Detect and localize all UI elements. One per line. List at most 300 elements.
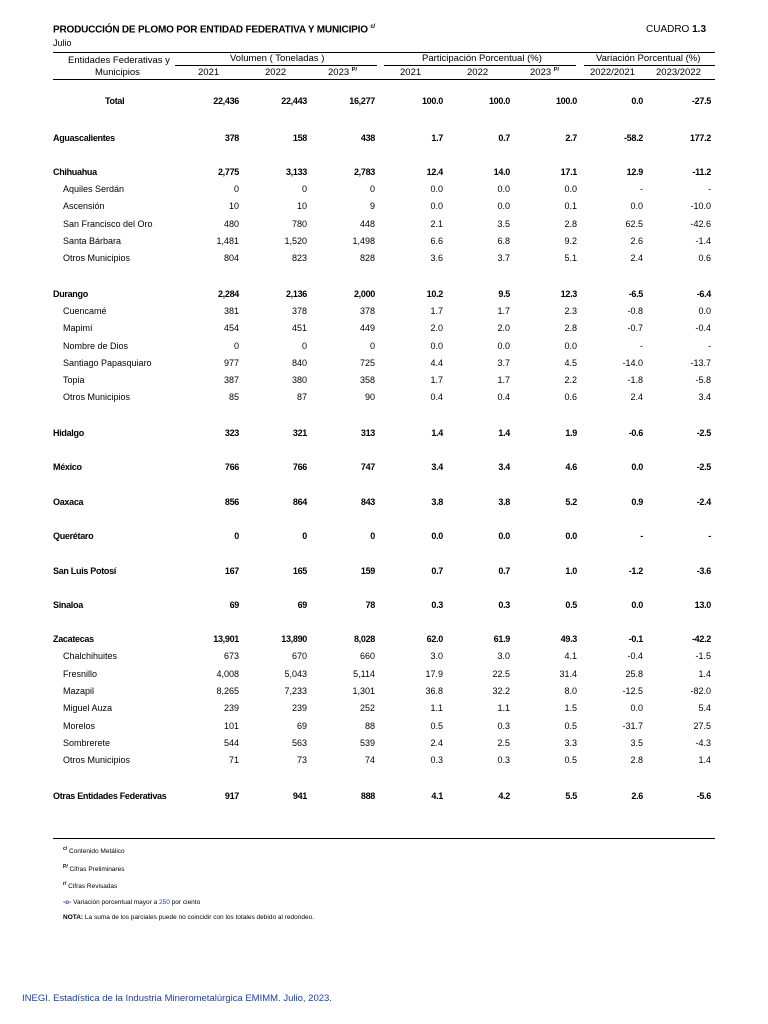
year-header: 2021 <box>400 67 422 78</box>
row-value: 22.5 <box>492 669 510 679</box>
row-value: 3.3 <box>564 738 577 748</box>
row-value: -2.4 <box>696 497 711 507</box>
row-value: 4.2 <box>498 791 510 801</box>
row-value: -0.4 <box>695 323 711 333</box>
state-row <box>0 531 768 547</box>
row-value: 888 <box>360 791 375 801</box>
row-value: 90 <box>364 392 375 402</box>
row-label: Miguel Auza <box>63 703 113 713</box>
row-value: 13,890 <box>281 634 307 644</box>
row-value: 9 <box>369 201 375 211</box>
row-value: 917 <box>224 791 239 801</box>
row-value: 2.7 <box>565 133 577 143</box>
row-value: 5.1 <box>564 253 577 263</box>
row-value: 73 <box>296 755 307 765</box>
year-header: 2023/2022 <box>656 67 701 78</box>
row-value: -42.2 <box>691 634 711 644</box>
row-value: 85 <box>228 392 239 402</box>
row-value: 1.7 <box>430 306 443 316</box>
row-value: 0.0 <box>631 96 643 106</box>
row-value: 1.7 <box>430 375 443 385</box>
municipality-row <box>0 755 768 771</box>
row-value: -58.2 <box>623 133 643 143</box>
row-value: 0.5 <box>564 755 577 765</box>
row-value: 378 <box>291 306 307 316</box>
row-value: 9.5 <box>498 289 510 299</box>
row-value: 563 <box>291 738 307 748</box>
row-value: 158 <box>292 133 307 143</box>
row-value: 2,136 <box>285 289 307 299</box>
row-value: 544 <box>223 738 239 748</box>
row-value: 10 <box>296 201 307 211</box>
row-value: 856 <box>224 497 239 507</box>
row-value: 438 <box>360 133 375 143</box>
table-title: PRODUCCIÓN DE PLOMO POR ENTIDAD FEDERATIVA Y MUNICIPIO $^{c/}$ <box>53 24 375 36</box>
row-value: 0.0 <box>698 306 711 316</box>
row-label: Durango <box>53 289 88 299</box>
row-value: -0.1 <box>628 634 643 644</box>
row-value: 100.0 <box>488 96 510 106</box>
row-value: 6.6 <box>430 236 443 246</box>
row-value: 766 <box>224 462 239 472</box>
row-value: 0 <box>301 184 307 194</box>
table-number: CUADRO 1.3 <box>646 24 707 35</box>
entity-header-line1: Entidades Federativas y <box>68 55 170 66</box>
municipality-row <box>0 703 768 719</box>
row-value: 864 <box>292 497 307 507</box>
row-value: 0.3 <box>498 600 510 610</box>
row-value: 69 <box>296 721 307 731</box>
row-value: 766 <box>292 462 307 472</box>
row-value: 17.1 <box>560 167 577 177</box>
row-value: 100.0 <box>555 96 577 106</box>
municipality-row <box>0 219 768 235</box>
row-value: 0.4 <box>430 392 443 402</box>
row-label: Aguascalientes <box>53 133 115 143</box>
year-header: 2022/2021 <box>590 67 635 78</box>
row-value: 159 <box>360 566 375 576</box>
row-value: 2.4 <box>430 738 443 748</box>
row-value: 0.0 <box>630 703 643 713</box>
row-value: 3,133 <box>285 167 307 177</box>
row-value: 12.9 <box>626 167 643 177</box>
row-value: 0 <box>233 184 239 194</box>
row-value: 0.6 <box>698 253 711 263</box>
row-value: 670 <box>291 651 307 661</box>
row-value: -27.5 <box>691 96 711 106</box>
volumen-rule <box>175 65 377 66</box>
row-value: -0.4 <box>627 651 643 661</box>
table-bottom-rule <box>53 838 715 839</box>
row-value: 2,775 <box>217 167 239 177</box>
row-value: 1.7 <box>497 375 510 385</box>
row-value: 0.7 <box>498 566 510 576</box>
row-value: -10.0 <box>690 201 711 211</box>
row-value: -5.6 <box>696 791 711 801</box>
row-value: 7,233 <box>284 686 307 696</box>
row-value: 101 <box>223 721 239 731</box>
row-value: - <box>708 531 711 541</box>
footnote-variacion: -o- Variación porcentual mayor a 250 por ciento <box>63 898 201 906</box>
row-value: 5.2 <box>565 497 577 507</box>
row-value: 13,901 <box>213 634 239 644</box>
row-label: Topia <box>63 375 85 385</box>
row-value: 5,043 <box>284 669 307 679</box>
row-value: 1,520 <box>284 236 307 246</box>
row-value: 9.2 <box>564 236 577 246</box>
row-value: 10 <box>228 201 239 211</box>
row-value: 17.9 <box>425 669 443 679</box>
row-value: - <box>640 531 643 541</box>
footnote-contenido: $^{c/}$ Contenido Metálico <box>63 846 125 856</box>
row-value: 3.4 <box>498 462 510 472</box>
row-value: 3.6 <box>430 253 443 263</box>
row-label: Morelos <box>63 721 96 731</box>
row-value: -82.0 <box>690 686 711 696</box>
row-value: 941 <box>292 791 307 801</box>
row-value: -3.6 <box>696 566 711 576</box>
row-value: 451 <box>291 323 307 333</box>
row-value: 725 <box>359 358 375 368</box>
row-value: 0.0 <box>498 531 510 541</box>
row-value: 0.0 <box>430 341 443 351</box>
row-label: Otros Municipios <box>63 253 131 263</box>
row-value: 10.2 <box>426 289 443 299</box>
table-subtitle: Julio <box>53 38 72 48</box>
row-value: 0 <box>369 341 375 351</box>
row-value: 3.8 <box>498 497 510 507</box>
footnote-preliminares: $^{P/}$ Cifras Preliminares <box>63 863 125 873</box>
row-value: 0.3 <box>430 755 443 765</box>
row-value: 3.8 <box>431 497 443 507</box>
row-value: 380 <box>291 375 307 385</box>
row-value: 88 <box>364 721 375 731</box>
row-value: 0.0 <box>564 184 577 194</box>
row-value: 0 <box>301 341 307 351</box>
row-label: San Francisco del Oro <box>63 219 153 229</box>
row-value: 12.3 <box>560 289 577 299</box>
row-value: 4.6 <box>565 462 577 472</box>
row-value: 3.4 <box>698 392 711 402</box>
row-value: 74 <box>364 755 375 765</box>
row-value: 449 <box>359 323 375 333</box>
row-value: 381 <box>223 306 239 316</box>
year-header: 2021 <box>198 67 220 78</box>
row-value: - <box>708 341 711 351</box>
row-value: 2.8 <box>564 219 577 229</box>
row-value: 358 <box>359 375 375 385</box>
row-label: Santa Bárbara <box>63 236 122 246</box>
variacion-rule <box>584 65 715 66</box>
row-value: 1.0 <box>565 566 577 576</box>
row-value: 22,436 <box>213 96 239 106</box>
row-value: 387 <box>223 375 239 385</box>
state-row <box>0 133 768 149</box>
row-value: 3.7 <box>497 253 510 263</box>
row-value: 0.1 <box>564 201 577 211</box>
row-label: Querétaro <box>53 531 94 541</box>
row-value: 0 <box>369 184 375 194</box>
row-value: 843 <box>360 497 375 507</box>
row-label: Ascensión <box>63 201 105 211</box>
row-value: 0.0 <box>497 341 510 351</box>
row-value: 239 <box>223 703 239 713</box>
row-value: 1.7 <box>497 306 510 316</box>
row-value: 0.0 <box>430 201 443 211</box>
row-value: 12.4 <box>426 167 443 177</box>
row-value: 313 <box>360 428 375 438</box>
state-row <box>0 600 768 616</box>
row-value: 0 <box>370 531 375 541</box>
row-value: 62.5 <box>625 219 643 229</box>
row-value: -12.5 <box>622 686 643 696</box>
footnotes <box>63 842 314 926</box>
row-value: 177.2 <box>689 133 711 143</box>
row-value: 2,284 <box>217 289 239 299</box>
row-value: 0.0 <box>565 531 577 541</box>
row-label: Chihuahua <box>53 167 97 177</box>
source-footer: INEGI. Estadística de la Industria Minerometalúrgica EMIMM. Julio, 2023. <box>22 993 332 1004</box>
row-label: Otras Entidades Federativas <box>53 791 167 801</box>
row-label: Sinaloa <box>53 600 83 610</box>
state-row <box>0 566 768 582</box>
participacion-header: Participación Porcentual (%) <box>422 53 542 64</box>
row-value: 1.5 <box>564 703 577 713</box>
row-value: -0.7 <box>627 323 643 333</box>
row-value: 100.0 <box>421 96 443 106</box>
year-header: 2023 $^{P/}$ <box>328 67 357 79</box>
row-value: 62.0 <box>426 634 443 644</box>
row-value: 378 <box>359 306 375 316</box>
row-value: -4.3 <box>695 738 711 748</box>
row-value: 0.0 <box>631 462 643 472</box>
row-value: 1.1 <box>497 703 510 713</box>
row-value: 2.6 <box>630 236 643 246</box>
row-value: 4,008 <box>216 669 239 679</box>
row-value: 2.6 <box>631 791 643 801</box>
row-value: 0 <box>234 531 239 541</box>
row-value: -5.8 <box>695 375 711 385</box>
row-label: Hidalgo <box>53 428 84 438</box>
row-label: Oaxaca <box>53 497 84 507</box>
municipality-row <box>0 323 768 339</box>
row-value: 840 <box>291 358 307 368</box>
row-value: 22,443 <box>281 96 307 106</box>
row-value: 2,783 <box>353 167 375 177</box>
row-value: 2.5 <box>497 738 510 748</box>
row-value: 1.7 <box>431 133 443 143</box>
row-value: 5.4 <box>698 703 711 713</box>
row-label: Nombre de Dios <box>63 341 129 351</box>
row-value: 1.4 <box>698 669 711 679</box>
municipality-row <box>0 738 768 754</box>
row-label: Otros Municipios <box>63 392 131 402</box>
row-value: 32.2 <box>492 686 510 696</box>
row-value: 61.9 <box>493 634 510 644</box>
row-value: 2.0 <box>497 323 510 333</box>
row-value: 0.0 <box>630 201 643 211</box>
state-row <box>0 167 768 183</box>
row-value: 71 <box>228 755 239 765</box>
row-value: 1,301 <box>352 686 375 696</box>
row-value: 321 <box>292 428 307 438</box>
municipality-row <box>0 721 768 737</box>
municipality-row <box>0 341 768 357</box>
row-value: 8.0 <box>564 686 577 696</box>
row-value: 167 <box>224 566 239 576</box>
municipality-row <box>0 201 768 217</box>
state-row <box>0 462 768 478</box>
row-value: 0.0 <box>497 184 510 194</box>
state-row <box>0 428 768 444</box>
row-value: 0 <box>302 531 307 541</box>
row-label: Zacatecas <box>53 634 94 644</box>
row-value: 16,277 <box>349 96 375 106</box>
row-value: -11.2 <box>692 167 711 177</box>
row-value: 2.8 <box>630 755 643 765</box>
volumen-header: Volumen ( Toneladas ) <box>230 53 325 64</box>
row-value: 13.0 <box>694 600 711 610</box>
row-value: 977 <box>223 358 239 368</box>
row-label: México <box>53 462 82 472</box>
row-label: Chalchihuites <box>63 651 118 661</box>
row-value: -0.8 <box>627 306 643 316</box>
row-value: 1.4 <box>498 428 510 438</box>
row-value: -31.7 <box>622 721 643 731</box>
row-value: - <box>640 341 643 351</box>
row-value: 2.2 <box>564 375 577 385</box>
row-value: 660 <box>359 651 375 661</box>
row-value: 3.5 <box>497 219 510 229</box>
variacion-header: Variación Porcentual (%) <box>596 53 701 64</box>
row-value: 69 <box>229 600 239 610</box>
row-value: 3.7 <box>497 358 510 368</box>
row-value: 0.7 <box>498 133 510 143</box>
row-value: -1.2 <box>628 566 643 576</box>
municipality-row <box>0 236 768 252</box>
row-value: 49.3 <box>560 634 577 644</box>
row-value: 14.0 <box>493 167 510 177</box>
row-value: 27.5 <box>693 721 711 731</box>
state-row <box>0 497 768 513</box>
row-value: 0.0 <box>431 531 443 541</box>
row-value: -1.8 <box>627 375 643 385</box>
row-value: 3.5 <box>630 738 643 748</box>
row-value: 0.0 <box>497 201 510 211</box>
state-row <box>0 289 768 305</box>
row-value: 378 <box>224 133 239 143</box>
row-value: 2.0 <box>430 323 443 333</box>
state-row <box>0 634 768 650</box>
municipality-row <box>0 375 768 391</box>
municipality-row <box>0 651 768 667</box>
row-value: 454 <box>223 323 239 333</box>
row-value: 8,265 <box>216 686 239 696</box>
row-label: Total <box>105 96 125 106</box>
row-value: 4.5 <box>564 358 577 368</box>
row-value: 2.4 <box>630 253 643 263</box>
municipality-row <box>0 392 768 408</box>
row-value: 823 <box>291 253 307 263</box>
row-value: 0.5 <box>430 721 443 731</box>
row-value: 3.0 <box>497 651 510 661</box>
row-label: Sombrerete <box>63 738 111 748</box>
row-value: 2,000 <box>353 289 375 299</box>
row-value: 25.8 <box>625 669 643 679</box>
row-value: 0.5 <box>564 721 577 731</box>
row-value: 0.6 <box>564 392 577 402</box>
row-value: 747 <box>360 462 375 472</box>
row-value: 8,028 <box>353 634 375 644</box>
row-value: 2.8 <box>564 323 577 333</box>
row-label: Cuencamé <box>63 306 107 316</box>
row-value: 69 <box>297 600 307 610</box>
row-value: 78 <box>365 600 375 610</box>
row-value: 1,498 <box>352 236 375 246</box>
municipality-row <box>0 184 768 200</box>
state-row <box>0 791 768 807</box>
row-value: 480 <box>223 219 239 229</box>
row-value: 2.4 <box>630 392 643 402</box>
municipality-row <box>0 253 768 269</box>
row-value: 804 <box>223 253 239 263</box>
row-value: 1.1 <box>430 703 443 713</box>
row-value: 0.7 <box>431 566 443 576</box>
row-label: Aquiles Serdán <box>63 184 125 194</box>
entity-header-line2: Municipios <box>95 67 140 78</box>
row-value: 4.4 <box>430 358 443 368</box>
participacion-rule <box>384 65 576 66</box>
row-value: 3.0 <box>430 651 443 661</box>
row-value: 0.3 <box>497 755 510 765</box>
row-label: Santiago Papasquiaro <box>63 358 152 368</box>
row-value: 31.4 <box>559 669 577 679</box>
row-label: Fresnillo <box>63 669 98 679</box>
year-header: 2022 <box>467 67 489 78</box>
row-value: 780 <box>291 219 307 229</box>
row-value: -2.5 <box>696 428 711 438</box>
municipality-row <box>0 306 768 322</box>
row-label: Mazapil <box>63 686 95 696</box>
row-value: 0.4 <box>497 392 510 402</box>
row-value: -1.5 <box>695 651 711 661</box>
row-value: 4.1 <box>431 791 443 801</box>
row-label: San Luis Potosí <box>53 566 117 576</box>
row-value: 0.0 <box>430 184 443 194</box>
municipality-row <box>0 686 768 702</box>
header-bottom-rule <box>53 79 715 80</box>
footnote-nota: NOTA: La suma de los parciales puede no coincidir con los totales debido al redondeo. <box>63 914 315 922</box>
year-header: 2022 <box>265 67 287 78</box>
row-value: 2.3 <box>564 306 577 316</box>
municipality-row <box>0 358 768 374</box>
row-value: - <box>640 184 643 194</box>
row-value: 4.1 <box>564 651 577 661</box>
row-value: 0.3 <box>431 600 443 610</box>
row-value: 2.1 <box>430 219 443 229</box>
row-value: 1,481 <box>216 236 239 246</box>
row-value: 1.4 <box>698 755 711 765</box>
row-value: 1.9 <box>565 428 577 438</box>
year-header: 2023 $^{P/}$ <box>530 67 559 79</box>
row-value: 252 <box>359 703 375 713</box>
row-value: -13.7 <box>690 358 711 368</box>
row-value: 0.5 <box>565 600 577 610</box>
row-value: 539 <box>359 738 375 748</box>
row-value: 0.9 <box>631 497 643 507</box>
row-value: 0.0 <box>631 600 643 610</box>
row-value: -6.4 <box>696 289 711 299</box>
